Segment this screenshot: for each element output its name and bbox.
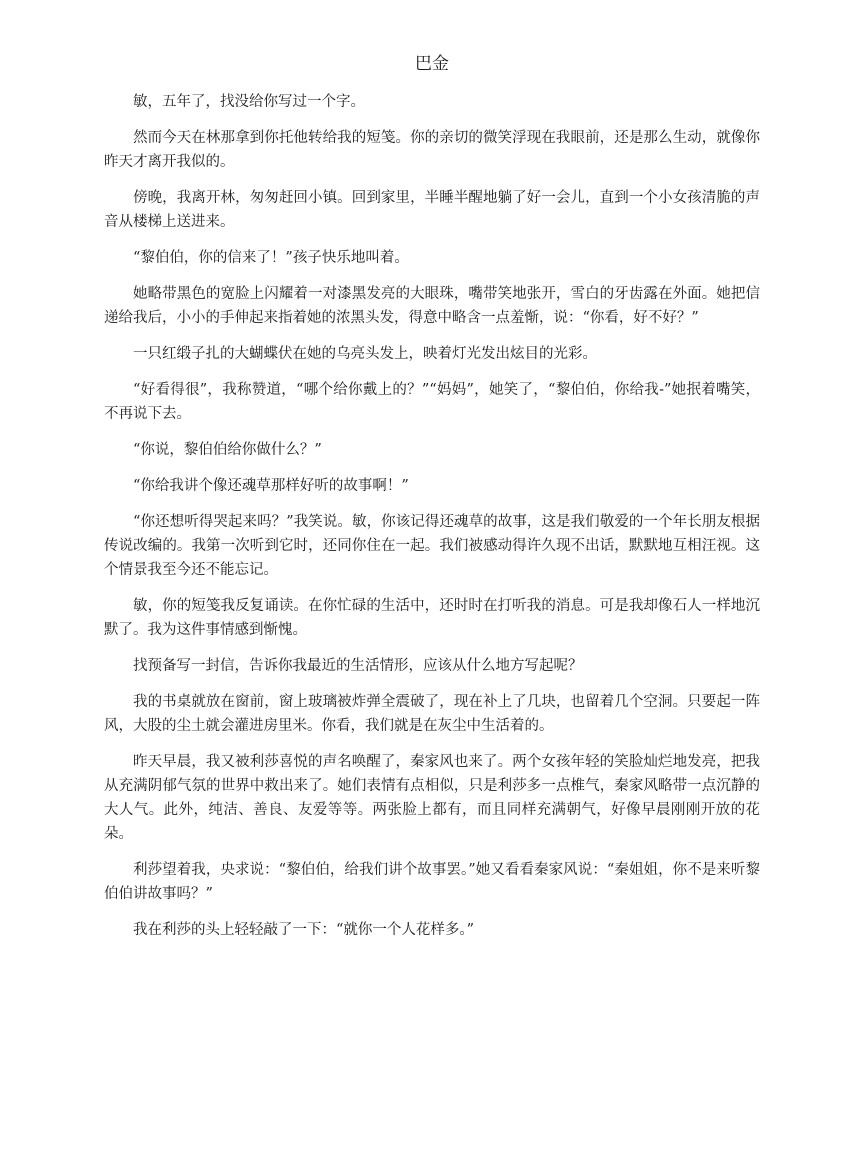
- document-body: [104, 90, 760, 942]
- paragraph: “黎伯伯，你的信来了！”孩子快乐地叫着。: [133, 250, 409, 266]
- paragraph: 昨天早晨，我又被利莎喜悦的声名唤醒了，秦家风也来了。两个女孩年轻的笑脸灿烂地发亮，把我从充满阴郁气氛的世界中救出来了。她们表情有点相似，只是利莎多一点椎气，秦家风略带一点沉静的大人气。此外，纯洁、善良、友爱等等。两张脸上都有，而且同样充满朝气，好像早晨刚刚开放的花朵。: [104, 754, 760, 842]
- document-title: 巴金: [415, 54, 449, 74]
- paragraph: 敏，你的短笺我反复诵读。在你忙碌的生活中，还时时在打听我的消息。可是我却像石人一样地沉默了。我为这件事情感到惭愧。: [104, 598, 760, 638]
- paragraph: 利莎望着我，央求说：“黎伯伯，给我们讲个故事罢。”她又看看秦家风说：“秦姐姐，你不是来听黎伯伯讲故事吗？”: [104, 862, 760, 902]
- paragraph: “好看得很”，我称赞道，“哪个给你戴上的？”“妈妈”，她笑了，“黎伯伯，你给我-”她抿着嘴笑，不再说下去。: [104, 382, 760, 422]
- paragraph: “你还想听得哭起来吗？”我笑说。敏，你该记得还魂草的故事，这是我们敬爱的一个年长朋友根据传说改编的。我第一次听到它时，还同你住在一起。我们被感动得许久现不出话，默默地互相汪视。这个情景我至今还不能忘记。: [104, 514, 760, 578]
- paragraph: 我的书桌就放在窗前，窗上玻璃被炸弹全震破了，现在补上了几块，也留着几个空洞。只要起一阵风，大股的尘土就会灌进房里米。你看，我们就是在灰尘中生活着的。: [104, 694, 760, 734]
- paragraph: “你给我讲个像还魂草那样好听的故事啊！”: [133, 478, 409, 494]
- paragraph: 然而今天在林那拿到你托他转给我的短笺。你的亲切的微笑浮现在我眼前，还是那么生动，就像你昨天才离开我似的。: [104, 130, 760, 170]
- paragraph: 傍晚，我离开林，匆匆赶回小镇。回到家里，半睡半醒地躺了好一会儿，直到一个小女孩清脆的声音从楼梯上送进来。: [104, 190, 760, 230]
- paragraph: 我在利莎的头上轻轻敲了一下：“就你一个人花样多。”: [133, 922, 475, 938]
- paragraph: “你说，黎伯伯给你做什么？”: [133, 442, 322, 458]
- paragraph: 一只红缎子扎的大蝴蝶伏在她的乌亮头发上，映着灯光发出炫目的光彩。: [133, 346, 597, 362]
- paragraph: 找预备写一封信，告诉你我最近的生活情形，应该从什么地方写起呢？: [133, 658, 583, 674]
- paragraph: 敏，五年了，找没给你写过一个字。: [133, 94, 365, 110]
- paragraph: 她略带黑色的宽脸上闪耀着一对漆黑发亮的大眼珠，嘴带笑地张开，雪白的牙齿露在外面。她把信递给我后，小小的手伸起来指着她的浓黑头发，得意中略含一点羞惭，说：“你看，好不好？”: [104, 286, 760, 326]
- document-page: [104, 52, 760, 954]
